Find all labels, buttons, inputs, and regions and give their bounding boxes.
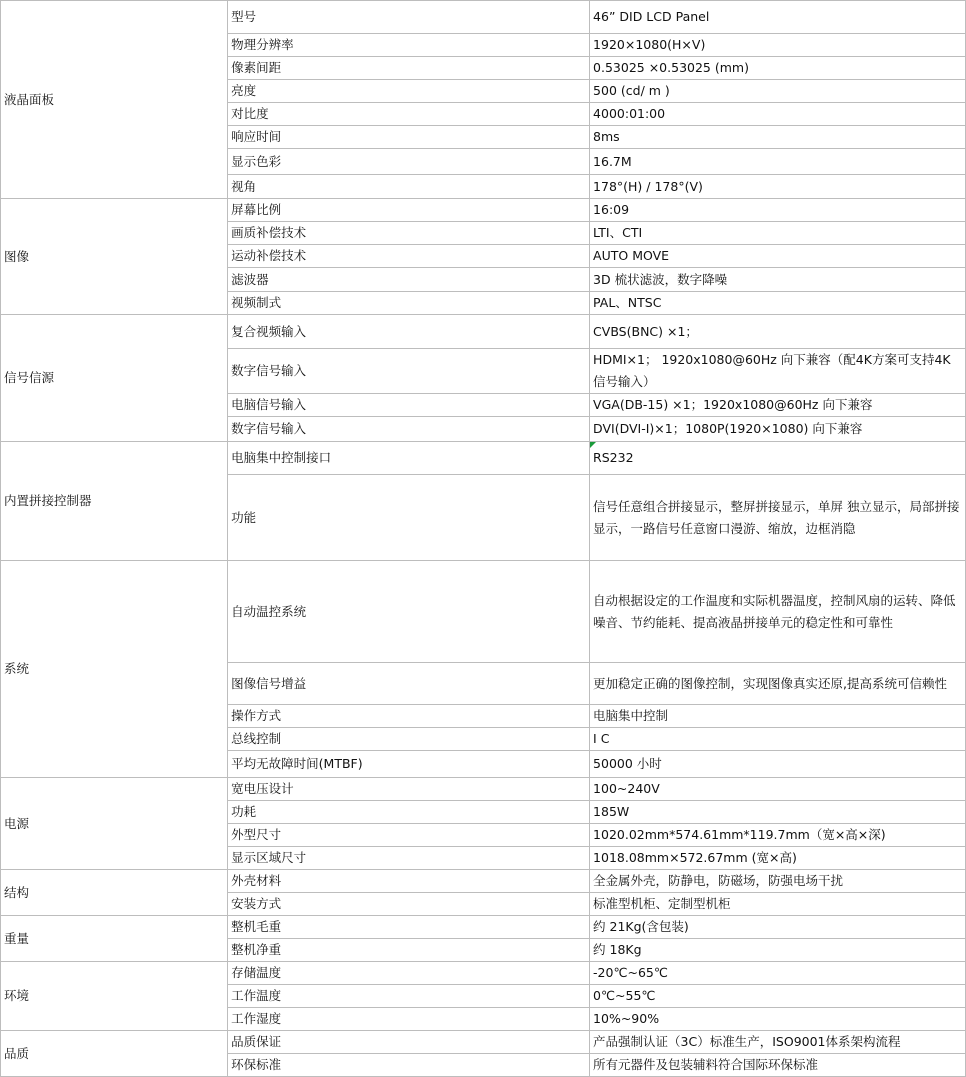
spec-name: 数字信号输入 bbox=[228, 417, 590, 442]
spec-name: 功能 bbox=[228, 475, 590, 561]
spec-value: 全金属外壳，防静电，防磁场，防强电场干扰 bbox=[590, 870, 966, 893]
spec-value: 1920×1080(H×V) bbox=[590, 34, 966, 57]
spec-value: 所有元器件及包装辅料符合国际环保标准 bbox=[590, 1054, 966, 1077]
spec-name: 滤波器 bbox=[228, 268, 590, 292]
spec-name: 外型尺寸 bbox=[228, 824, 590, 847]
spec-name: 运动补偿技术 bbox=[228, 245, 590, 268]
spec-value: DVI(DVI-I)×1；1080P(1920×1080) 向下兼容 bbox=[590, 417, 966, 442]
spec-name: 型号 bbox=[228, 1, 590, 34]
spec-value: 185W bbox=[590, 801, 966, 824]
category-cell: 重量 bbox=[1, 916, 228, 962]
spec-name: 功耗 bbox=[228, 801, 590, 824]
spec-name: 外壳材料 bbox=[228, 870, 590, 893]
spec-value: 10%~90% bbox=[590, 1008, 966, 1031]
spec-value: 1018.08mm×572.67mm (宽×高) bbox=[590, 847, 966, 870]
spec-value: 3D 梳状滤波，数字降噪 bbox=[590, 268, 966, 292]
spec-name: 响应时间 bbox=[228, 126, 590, 149]
spec-value: 4000:01:00 bbox=[590, 103, 966, 126]
spec-name: 工作湿度 bbox=[228, 1008, 590, 1031]
table-row bbox=[1, 870, 966, 893]
spec-name: 物理分辨率 bbox=[228, 34, 590, 57]
category-cell: 系统 bbox=[1, 561, 228, 778]
spec-name: 环保标准 bbox=[228, 1054, 590, 1077]
spec-value: 500 (cd/ m ) bbox=[590, 80, 966, 103]
spec-value: I C bbox=[590, 728, 966, 751]
category-cell: 结构 bbox=[1, 870, 228, 916]
spec-name: 亮度 bbox=[228, 80, 590, 103]
category-cell: 图像 bbox=[1, 199, 228, 315]
spec-value: 电脑集中控制 bbox=[590, 705, 966, 728]
spec-value: AUTO MOVE bbox=[590, 245, 966, 268]
category-cell: 环境 bbox=[1, 962, 228, 1031]
spec-value: 16.7M bbox=[590, 149, 966, 175]
spec-name: 品质保证 bbox=[228, 1031, 590, 1054]
spec-value: 16:09 bbox=[590, 199, 966, 222]
spec-value: 50000 小时 bbox=[590, 751, 966, 778]
spec-name: 电脑信号输入 bbox=[228, 394, 590, 417]
category-cell: 信号信源 bbox=[1, 315, 228, 442]
category-cell: 液晶面板 bbox=[1, 1, 228, 199]
spec-value: 约 18Kg bbox=[590, 939, 966, 962]
spec-name: 视角 bbox=[228, 175, 590, 199]
category-cell: 品质 bbox=[1, 1031, 228, 1077]
spec-value: 约 21Kg(含包装) bbox=[590, 916, 966, 939]
spec-value-text: RS232 bbox=[593, 450, 634, 465]
spec-name: 复合视频输入 bbox=[228, 315, 590, 349]
spec-name: 对比度 bbox=[228, 103, 590, 126]
spec-value: 更加稳定正确的图像控制，实现图像真实还原,提高系统可信赖性 bbox=[590, 663, 966, 705]
table-row bbox=[1, 778, 966, 801]
table-row bbox=[1, 1031, 966, 1054]
comment-corner-marker bbox=[590, 442, 596, 448]
spec-value: 产品强制认证（3C）标准生产，ISO9001体系架构流程 bbox=[590, 1031, 966, 1054]
spec-name: 显示区域尺寸 bbox=[228, 847, 590, 870]
spec-name: 宽电压设计 bbox=[228, 778, 590, 801]
spec-table-body bbox=[1, 1, 966, 1077]
spec-name: 视频制式 bbox=[228, 292, 590, 315]
spec-value: PAL、NTSC bbox=[590, 292, 966, 315]
spec-value: 100~240V bbox=[590, 778, 966, 801]
spec-name: 整机毛重 bbox=[228, 916, 590, 939]
spec-name: 屏幕比例 bbox=[228, 199, 590, 222]
table-row bbox=[1, 962, 966, 985]
category-cell: 内置拼接控制器 bbox=[1, 442, 228, 561]
spec-name: 数字信号输入 bbox=[228, 349, 590, 394]
table-row bbox=[1, 199, 966, 222]
spec-name: 工作温度 bbox=[228, 985, 590, 1008]
spec-name: 安装方式 bbox=[228, 893, 590, 916]
spec-value: 46” DID LCD Panel bbox=[590, 1, 966, 34]
spec-name: 平均无故障时间(MTBF) bbox=[228, 751, 590, 778]
spec-name: 存储温度 bbox=[228, 962, 590, 985]
spec-name: 自动温控系统 bbox=[228, 561, 590, 663]
spec-name: 图像信号增益 bbox=[228, 663, 590, 705]
spec-value bbox=[590, 442, 966, 475]
spec-name: 整机净重 bbox=[228, 939, 590, 962]
spec-value: 0℃~55℃ bbox=[590, 985, 966, 1008]
spec-value: HDMI×1； 1920x1080@60Hz 向下兼容（配4K方案可支持4K信号输入） bbox=[590, 349, 966, 394]
table-row bbox=[1, 561, 966, 663]
table-row bbox=[1, 916, 966, 939]
spec-name: 显示色彩 bbox=[228, 149, 590, 175]
category-cell: 电源 bbox=[1, 778, 228, 870]
spec-name: 像素间距 bbox=[228, 57, 590, 80]
spec-name: 电脑集中控制接口 bbox=[228, 442, 590, 475]
spec-name: 总线控制 bbox=[228, 728, 590, 751]
spec-value: 178°(H) / 178°(V) bbox=[590, 175, 966, 199]
table-row bbox=[1, 442, 966, 475]
spec-value: VGA(DB-15) ×1；1920x1080@60Hz 向下兼容 bbox=[590, 394, 966, 417]
spec-value: -20℃~65℃ bbox=[590, 962, 966, 985]
spec-name: 画质补偿技术 bbox=[228, 222, 590, 245]
spec-value: 自动根据设定的工作温度和实际机器温度，控制风扇的运转、降低噪音、节约能耗、提高液晶拼接单元的稳定性和可靠性 bbox=[590, 561, 966, 663]
spec-value: 1020.02mm*574.61mm*119.7mm（宽×高×深) bbox=[590, 824, 966, 847]
table-row bbox=[1, 1, 966, 34]
spec-value: LTI、CTI bbox=[590, 222, 966, 245]
spec-value: 0.53025 ×0.53025 (mm) bbox=[590, 57, 966, 80]
table-row bbox=[1, 315, 966, 349]
spec-value: CVBS(BNC) ×1； bbox=[590, 315, 966, 349]
spec-value: 8ms bbox=[590, 126, 966, 149]
spec-value: 标准型机柜、定制型机柜 bbox=[590, 893, 966, 916]
spec-name: 操作方式 bbox=[228, 705, 590, 728]
spec-value: 信号任意组合拼接显示，整屏拼接显示，单屏 独立显示，局部拼接显示，一路信号任意窗口漫游、缩放，边框消隐 bbox=[590, 475, 966, 561]
